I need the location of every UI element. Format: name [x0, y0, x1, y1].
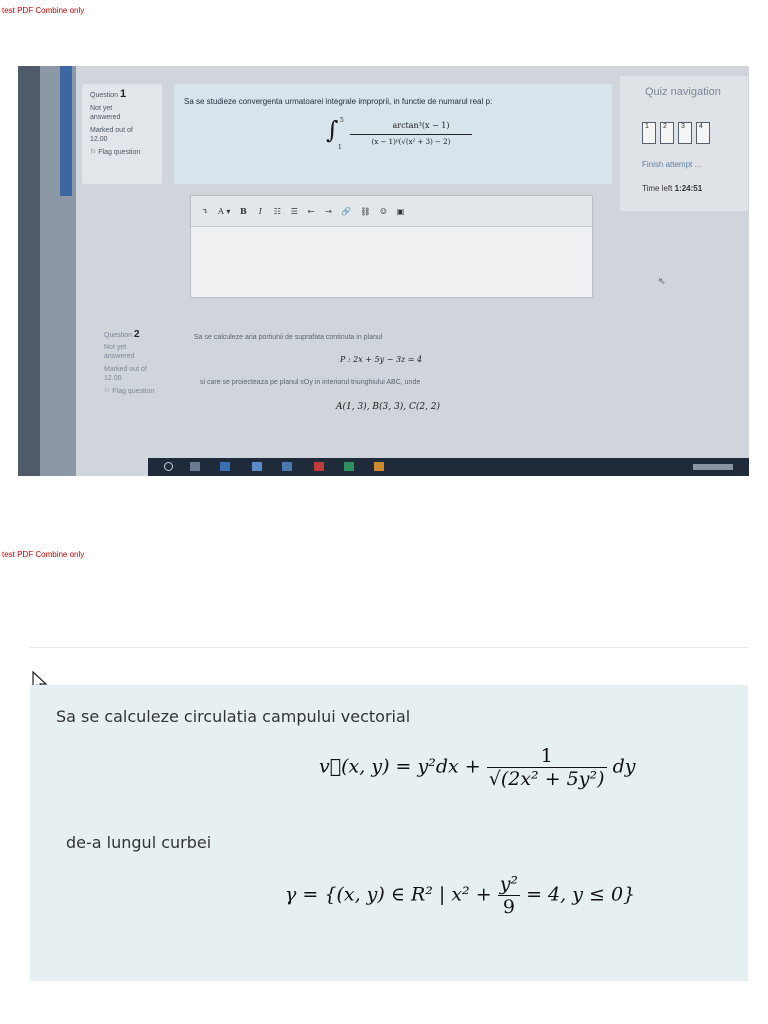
finish-attempt-link[interactable]: Finish attempt ...	[642, 160, 702, 169]
system-tray-icons[interactable]	[693, 464, 733, 470]
quiz-nav-button-2[interactable]: 2	[660, 122, 674, 144]
quiz-navigation-title: Quiz navigation	[645, 86, 721, 98]
mouse-cursor-icon: ⇖	[658, 276, 666, 286]
question1-text: Sa se studieze convergenta urmatoarei integrale improprii, in functie de numarul real p:	[184, 97, 493, 106]
toolbar-image-icon[interactable]: ▣	[396, 206, 405, 216]
toolbar-font-button[interactable]: A ▾	[218, 206, 231, 216]
flag-icon: ⚐	[104, 388, 113, 395]
toolbar-bullet-list-icon[interactable]: ☷	[273, 206, 281, 216]
quiz-nav-button-4[interactable]: 4	[696, 122, 710, 144]
browser-icon[interactable]	[374, 462, 384, 471]
question2-status-2: answered	[104, 353, 135, 360]
question2-marked-2: 12.00	[104, 375, 122, 382]
time-left-label: Time left	[642, 184, 673, 193]
photo-left-shadow	[18, 66, 40, 476]
toolbar-numbered-list-icon[interactable]: ☰	[290, 206, 298, 216]
app-red-icon[interactable]	[314, 462, 324, 471]
separator-line	[30, 647, 748, 648]
question2-marked-1: Marked out of	[104, 366, 147, 373]
editor-toolbar	[191, 196, 592, 227]
quiz-navigation-panel	[620, 76, 748, 211]
question2-info	[104, 330, 154, 396]
task-view-icon[interactable]	[190, 462, 200, 471]
question1-number: 1	[119, 88, 127, 100]
quiz-nav-button-3[interactable]: 3	[678, 122, 692, 144]
question2-label: Question	[104, 332, 133, 339]
quiz-screen-photo	[18, 66, 749, 476]
problem-panel	[30, 685, 748, 981]
integral-fraction-bar	[350, 134, 472, 135]
watermark-top: test PDF Combine only	[2, 6, 85, 15]
app-icon[interactable]	[282, 462, 292, 471]
integral-lower: 1	[338, 144, 342, 151]
toolbar-bold-button[interactable]: B	[239, 206, 247, 216]
time-left-value: 1:24:51	[674, 184, 703, 193]
toolbar-emoji-icon[interactable]: ☺	[379, 206, 388, 216]
question1-status-1: Not yet	[90, 105, 113, 112]
question2-number: 2	[133, 329, 140, 340]
question1-flag[interactable]: ⚐ Flag question	[90, 149, 141, 156]
toolbar-collapse-button[interactable]: ↴	[201, 206, 209, 216]
toolbar-outdent-icon[interactable]: ⇤	[307, 206, 315, 216]
vector-field-equation	[319, 745, 635, 790]
toolbar-italic-button[interactable]: I	[258, 206, 262, 216]
curve-fraction-num: y²	[499, 873, 519, 895]
toolbar-unlink-icon[interactable]: ⛓	[360, 206, 371, 216]
curve-lhs: γ = {(x, y) ∈ R² | x² +	[285, 883, 492, 906]
question2-plane: P : 2x + 5y − 3z = 4	[340, 355, 423, 364]
question1-info	[90, 90, 140, 157]
quiz-nav-button-1[interactable]: 1	[642, 122, 656, 144]
question2-text2: si care se proiecteaza pe planul xOy in interiorul triunghiului ABC, unde	[200, 379, 421, 386]
field-fraction-num: 1	[487, 745, 607, 768]
answer-editor[interactable]	[190, 195, 593, 298]
along-curve-text: de-a lungul curbei	[66, 833, 212, 852]
windows-taskbar	[148, 458, 749, 476]
question1-marked-2: 12.00	[90, 136, 108, 143]
curve-equation	[285, 873, 635, 918]
flag-icon: ⚐	[90, 149, 99, 156]
search-box-text: arch	[20, 469, 34, 476]
store-icon[interactable]	[252, 462, 262, 471]
integral-upper: 5	[340, 117, 344, 124]
question1-label: Question	[90, 92, 119, 99]
question1-marked-1: Marked out of	[90, 127, 133, 134]
field-lhs: v⃗(x, y) = y²dx +	[319, 755, 481, 778]
field-fraction	[487, 745, 607, 790]
curve-fraction	[498, 873, 520, 918]
time-left	[642, 184, 702, 193]
problem-intro: Sa se calculeze circulatia campului vectorial	[56, 707, 411, 726]
photo-blue-bar	[60, 66, 72, 196]
field-tail: dy	[612, 755, 636, 778]
question2-status-1: Not yet	[104, 344, 127, 351]
curve-fraction-den: 9	[502, 896, 515, 918]
file-explorer-icon[interactable]	[220, 462, 230, 471]
watermark-middle: test PDF Combine only	[2, 550, 85, 559]
field-fraction-den: √(2x² + 5y²)	[488, 768, 605, 790]
question1-status-2: answered	[90, 114, 121, 121]
toolbar-indent-icon[interactable]: ⇥	[324, 206, 332, 216]
integral-denominator: (x − 1)ᵖ(√(x² + 3) − 2)	[371, 138, 451, 146]
app-green-icon[interactable]	[344, 462, 354, 471]
question2-points: A(1, 3), B(3, 3), C(2, 2)	[336, 402, 441, 412]
search-circle-icon[interactable]	[164, 462, 173, 471]
curve-rhs: = 4, y ≤ 0}	[526, 883, 636, 906]
question2-text1: Sa se calculeze aria portiunii de suprafata continuta in planul	[194, 334, 383, 341]
toolbar-link-icon[interactable]: 🔗	[341, 206, 352, 216]
integral-sign: ∫	[326, 116, 339, 144]
question2-flag[interactable]: ⚐ Flag question	[104, 388, 155, 395]
integral-numerator: arctan³(x − 1)	[392, 121, 450, 130]
